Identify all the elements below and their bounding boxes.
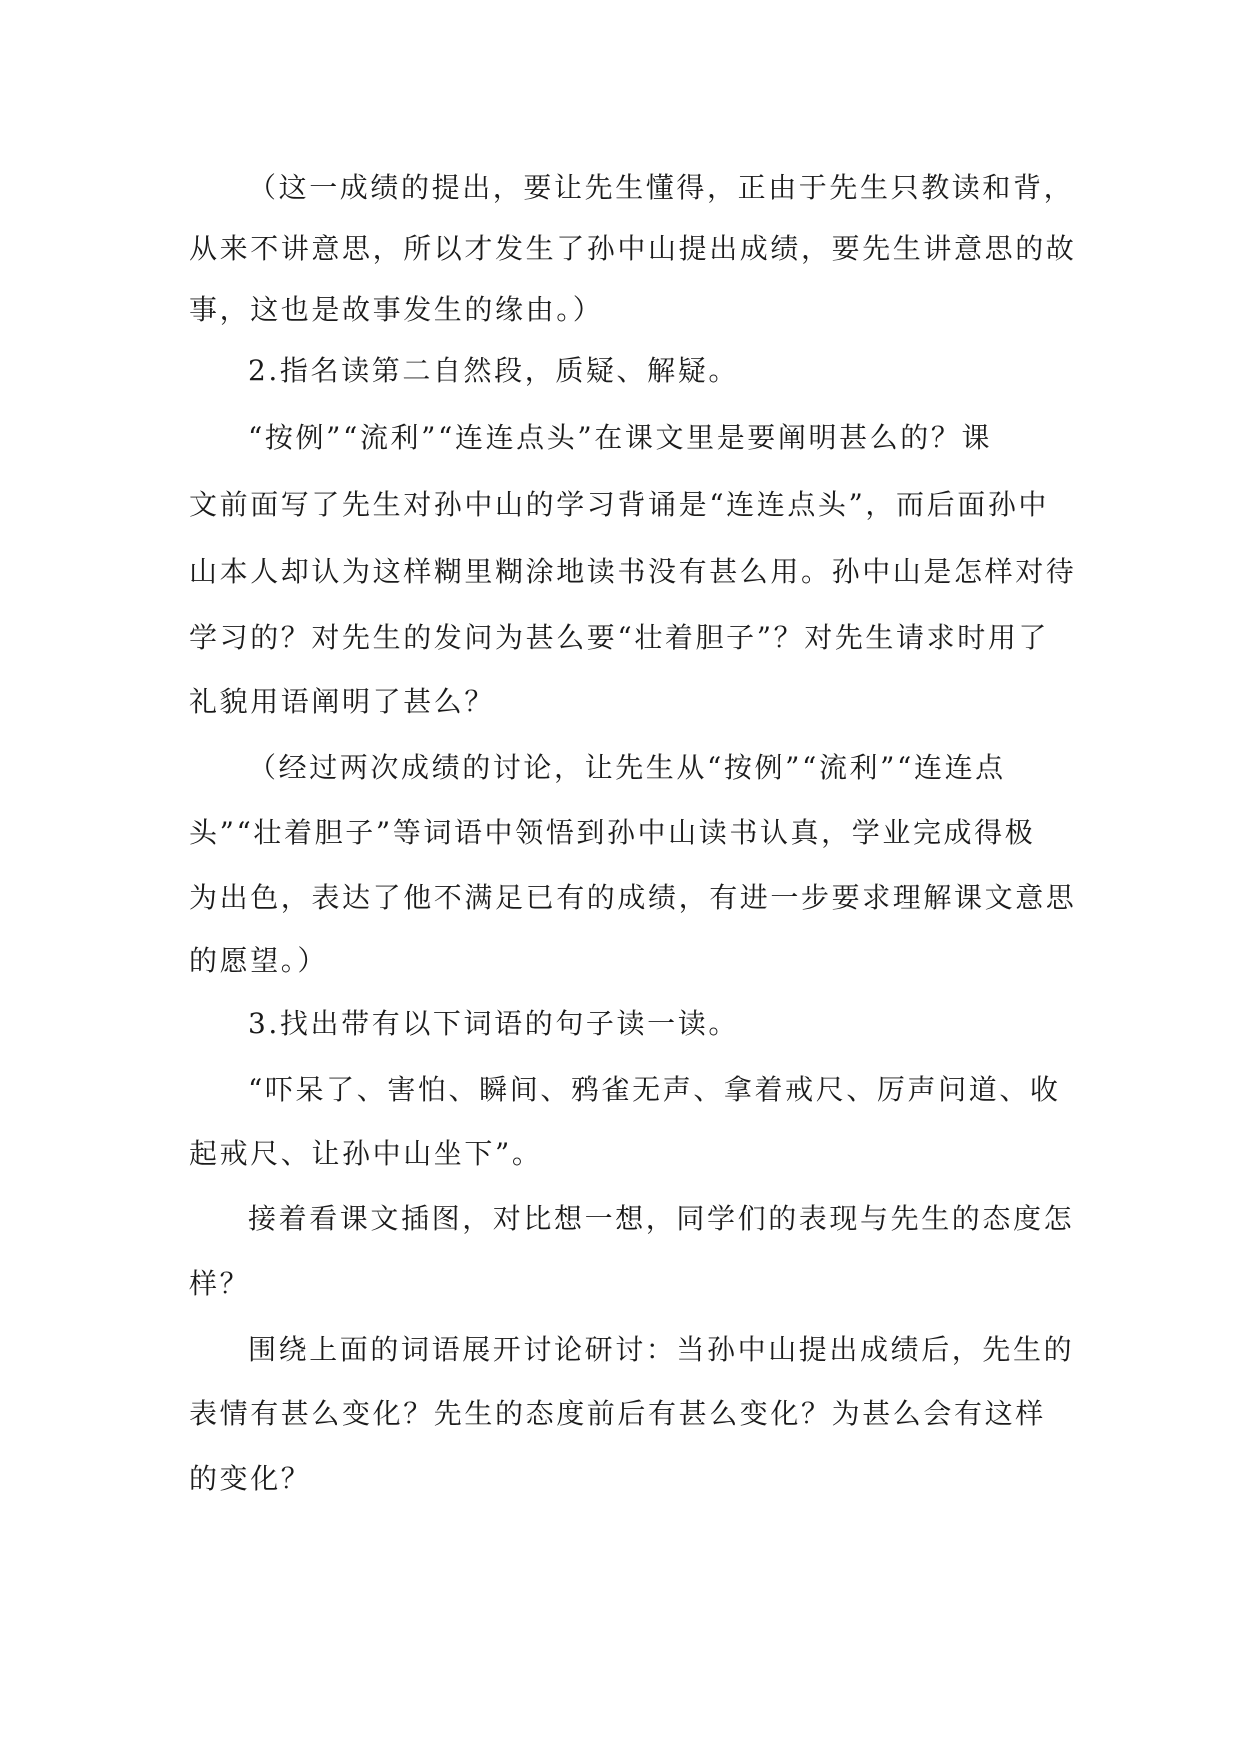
paragraph-8-line-2: 表情有甚么变化？先生的态度前后有甚么变化？为甚么会有这样 xyxy=(189,1397,1046,1430)
paragraph-4-line-3: 为出色，表达了他不满足已有的成绩，有进一步要求理解课文意思 xyxy=(189,881,1077,914)
paragraph-3-line-3: 山本人却认为这样糊里糊涂地读书没有甚么用。孙中山是怎样对待 xyxy=(189,555,1077,588)
paragraph-6-line-2: 起戒尺、让孙中山坐下”。 xyxy=(189,1137,543,1170)
paragraph-2-line-1: 2.指名读第二自然段，质疑、解疑。 xyxy=(248,354,739,387)
paragraph-3-line-2: 文前面写了先生对孙中山的学习背诵是“连连点头”，而后面孙中 xyxy=(189,488,1050,521)
paragraph-1-line-1: （这一成绩的提出，要让先生懂得，正由于先生只教读和背， xyxy=(248,171,1075,204)
paragraph-3-line-1: “按例”“流利”“连连点头”在课文里是要阐明甚么的？课 xyxy=(248,421,993,454)
paragraph-8-line-1: 围绕上面的词语展开讨论研讨：当孙中山提出成绩后，先生的 xyxy=(248,1333,1075,1366)
paragraph-1-line-2: 从来不讲意思，所以才发生了孙中山提出成绩，要先生讲意思的故 xyxy=(189,232,1077,265)
paragraph-1-line-3: 事，这也是故事发生的缘由。） xyxy=(189,293,604,326)
paragraph-7-line-2: 样？ xyxy=(189,1267,251,1300)
paragraph-6-line-1: “吓呆了、害怕、瞬间、鸦雀无声、拿着戒尺、厉声问道、收 xyxy=(248,1073,1061,1106)
paragraph-5-line-1: 3.找出带有以下词语的句子读一读。 xyxy=(248,1007,739,1040)
paragraph-4-line-1: （经过两次成绩的讨论，让先生从“按例”“流利”“连连点 xyxy=(248,751,1006,784)
paragraph-4-line-2: 头”“壮着胆子”等词语中领悟到孙中山读书认真，学业完成得极 xyxy=(189,816,1036,849)
paragraph-7-line-1: 接着看课文插图，对比想一想，同学们的表现与先生的态度怎 xyxy=(248,1202,1075,1235)
paragraph-3-line-5: 礼貌用语阐明了甚么？ xyxy=(189,685,496,718)
paragraph-8-line-3: 的变化？ xyxy=(189,1462,312,1495)
paragraph-4-line-4: 的愿望。） xyxy=(189,944,329,977)
paragraph-3-line-4: 学习的？对先生的发问为甚么要“壮着胆子”？对先生请求时用了 xyxy=(189,621,1050,654)
